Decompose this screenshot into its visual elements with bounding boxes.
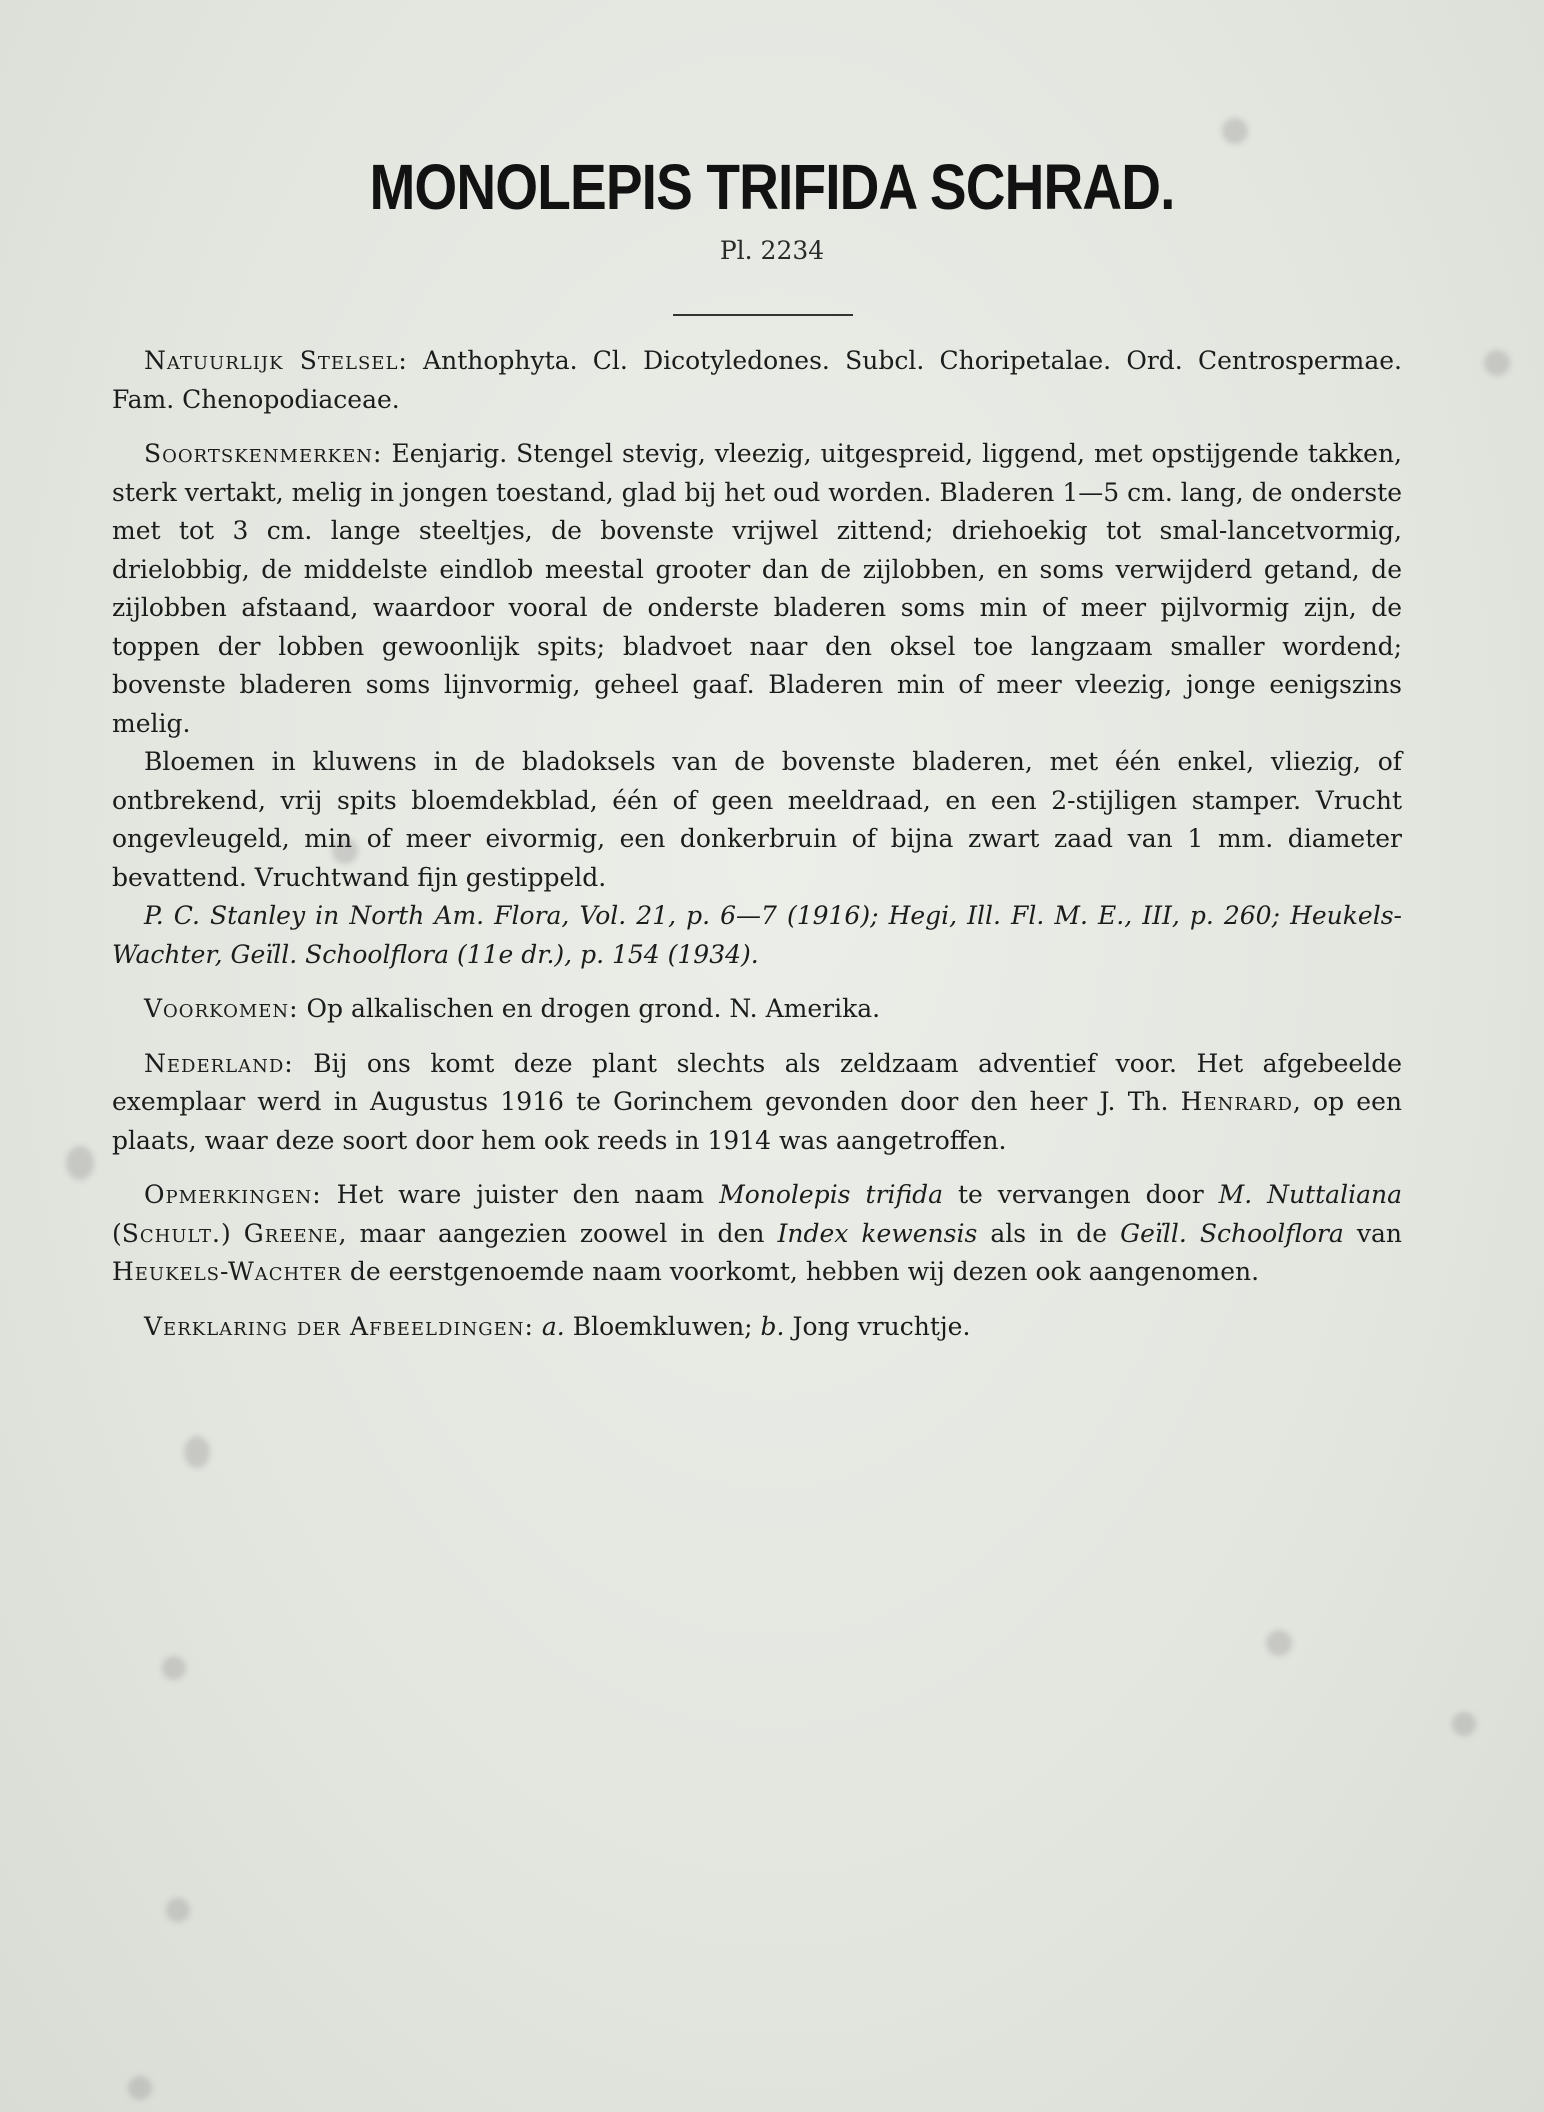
section-text: , op een plaats, waar deze soort door hem ook reeds in 1914 was aangetroffen. (112, 1087, 1403, 1155)
section-text: Eenjarig. Stengel stevig, vleezig, uitgespreid, liggend, met opstijgende takken, sterk vertakt, melig in jongen toestand, glad bij het oud worden. Bladeren 1—5 cm. lang, de onderste met tot 3 cm. lange steeltjes, de bovenste vrijwel zittend; driehoekig tot smal-lancetvormig, drielobbig, de middelste eindlob meestal grooter dan de zijlobben, en soms verwijderd getand, de zijlobben afstaand, waardoor vooral de onderste bladeren soms min of meer pijlvormig zijn, de toppen der lobben gewoonlijk spits; bladvoet naar den oksel toe langzaam smaller wordend; bovenste bladeren soms lijnvormig, geheel gaaf. Bladeren min of meer vleezig, jonge eenigszins melig. (112, 439, 1402, 738)
text: te vervangen door (943, 1180, 1219, 1209)
paragraph-flowers: Bloemen in kluwens in de bladoksels van de bovenste bladeren, met één enkel, vliezig, of ontbrekend, vrij spits bloemdekblad, één of geen meeldraad, en een 2-stijligen stamper. Vrucht ongevleugeld, min of meer eivormig, een donkerbruin of bijna zwart zaad van 1 mm. diameter bevattend. Vruchtwand fijn gestippeld. (112, 747, 1402, 892)
work-title: Geïll. Schoolflora (1120, 1218, 1344, 1248)
author-name: Heukels-Wachter (112, 1257, 342, 1286)
text: Jong vruchtje. (784, 1311, 971, 1341)
section-label: Opmerkingen: (144, 1180, 322, 1209)
text: van (1343, 1218, 1402, 1248)
paper-spot (166, 1898, 190, 1922)
paper-spot (162, 1656, 186, 1680)
text: ( (112, 1218, 122, 1248)
paper-spot (128, 2076, 152, 2100)
section-text: Anthophyta. Cl. Dicotyledones. Subcl. Choripetalae. Ord. Centrospermae. Fam. Chenopodiaceae. (112, 346, 1402, 414)
text: , maar aangezien zoowel in den (338, 1218, 778, 1248)
text (534, 1312, 542, 1341)
section-voorkomen (112, 990, 1402, 1029)
text: de eerstgenoemde naam voorkomt, hebben wij dezen ook aangenomen. (341, 1257, 1260, 1286)
section-label: Nederland: (144, 1048, 294, 1078)
section-text: Op alkalischen en drogen grond. N. Amerika. (298, 994, 881, 1023)
paper-spot (184, 1436, 210, 1468)
section-label: Verklaring der Afbeeldingen: (144, 1311, 534, 1341)
person-name: Henrard (1180, 1087, 1293, 1116)
document-body (112, 342, 1402, 1346)
figure-letter: b. (760, 1311, 785, 1341)
section-label: Natuurlijk Stelsel: (144, 346, 408, 375)
species-name: M. Nuttaliana (1218, 1180, 1402, 1209)
paper-spot (1484, 350, 1510, 376)
figure-letter: a. (541, 1311, 565, 1341)
plate-number: Pl. 2234 (719, 236, 825, 265)
section-text: Bij ons komt deze plant slechts als zeldzaam adventief voor. Het afgebeelde exemplaar werd in Augustus 1916 te Gorinchem gevonden door den heer J. Th. (112, 1048, 1402, 1116)
text: Bloemkluwen; (564, 1311, 761, 1341)
section-soortskenmerken (112, 435, 1402, 743)
text: ) (220, 1218, 244, 1248)
page-title: MONOLEPIS TRIFIDA SCHRAD. (369, 151, 1175, 223)
paragraph-references: P. C. Stanley in North Am. Flora, Vol. 21, p. 6—7 (1916); Hegi, Ill. Fl. M. E., III, p. 260; Heukels-Wachter, Geïll. Schoolflora (11e dr.), p. 154 (1934). (112, 901, 1402, 969)
section-nederland (112, 1045, 1402, 1161)
section-opmerkingen (112, 1176, 1402, 1292)
paper-spot (1266, 1630, 1292, 1656)
divider (673, 314, 853, 316)
paper-spot (1222, 118, 1248, 144)
author-name: Greene (243, 1218, 339, 1248)
author-name: Schult. (121, 1218, 221, 1248)
paper-spot (66, 1146, 94, 1180)
text: Het ware juister den naam (321, 1180, 720, 1209)
text: als in de (977, 1218, 1121, 1248)
work-title: Index kewensis (777, 1218, 978, 1248)
section-natuurlijk-stelsel (112, 342, 1402, 419)
species-name: Monolepis trifida (719, 1180, 944, 1209)
paper-spot (1452, 1712, 1476, 1736)
section-label: Soortskenmerken: (144, 439, 383, 468)
section-label: Voorkomen: (144, 994, 299, 1023)
section-verklaring (112, 1308, 1402, 1347)
